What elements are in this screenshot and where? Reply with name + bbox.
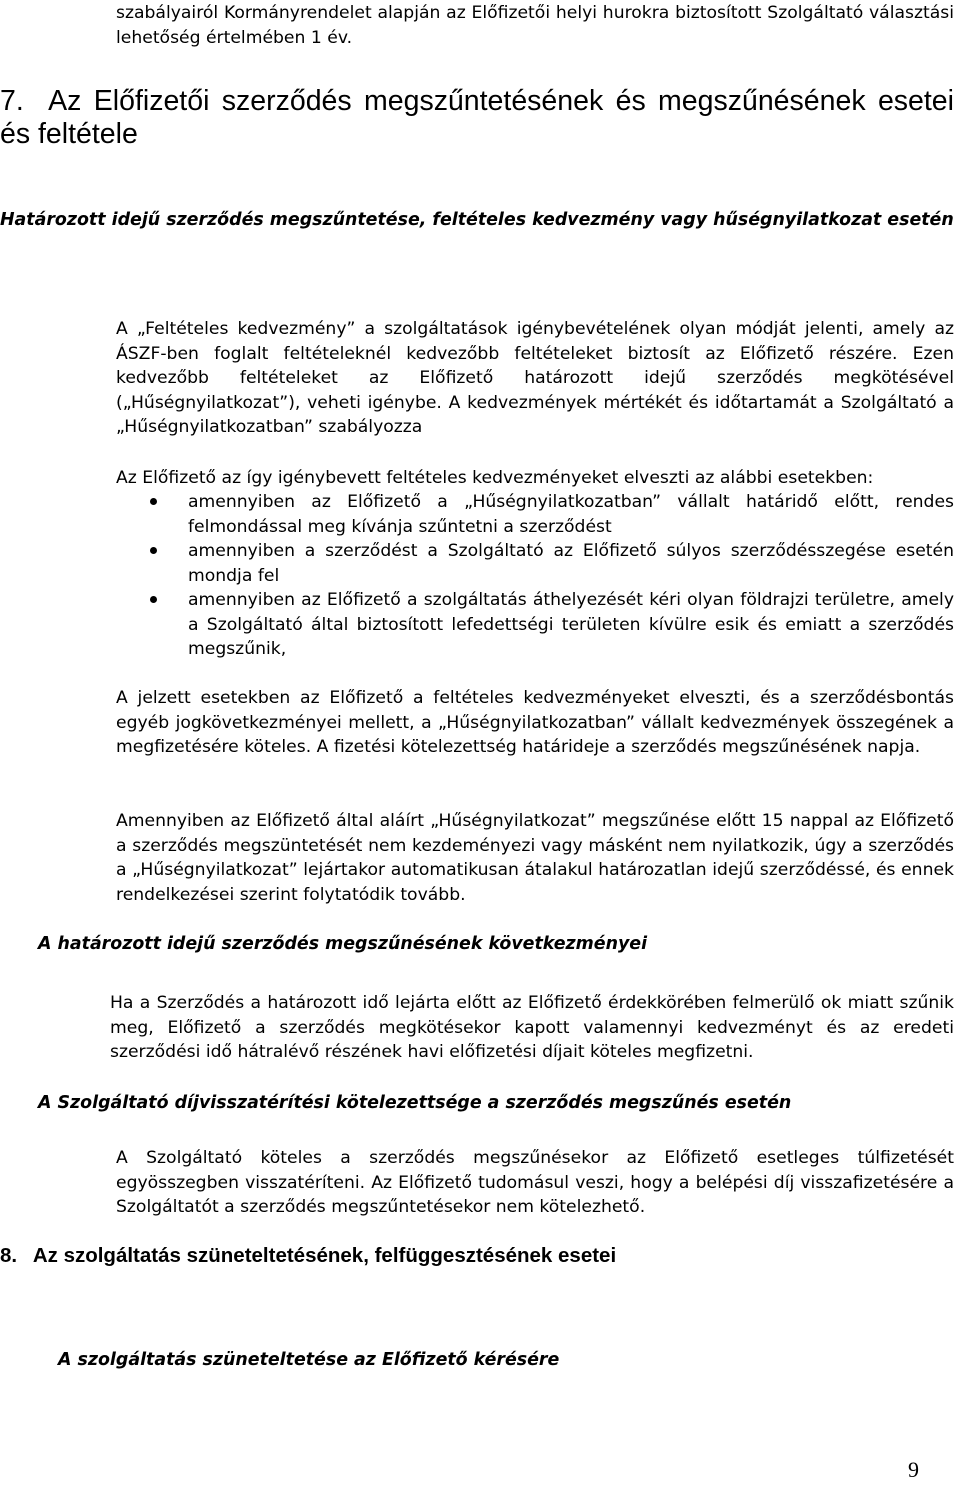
section-7-title: Az Előfizetői szerződés megszűntetésének és megszűnésének esetei és feltétele: [0, 85, 954, 150]
subheading-fixed-term: Határozott idejű szerződés megszűntetése, feltételes kedvezmény vagy hűségnyilatkozat esetén: [0, 210, 954, 230]
intro-paragraph: szabályairól Kormányrendelet alapján az Előfizetői helyi hurokra biztosított Szolgáltató választási lehetőség értelmében 1 év.: [116, 3, 954, 48]
consequences-paragraph: Ha a Szerződés a határozott idő lejárta előtt az Előfizető érdekkörében felmerülő ok miatt szűnik meg, Előfizető a szerződés megkötésekor kapott valamennyi kedvezményt és az eredeti szerződési idő hátralévő részének havi előfizetési díjait köteles megfizetni.: [110, 993, 954, 1062]
bullet-icon: [150, 498, 157, 505]
subheading-consequences: A határozott idejű szerződés megszűnésének következményei: [38, 934, 648, 954]
list-item-text: amennyiben a szerződést a Szolgáltató az Előfizető súlyos szerződésszegése esetén mondja fel: [188, 541, 954, 586]
list-item: [116, 539, 954, 588]
subheading-suspension: A szolgáltatás szüneteltetése az Előfizető kérésére: [58, 1350, 560, 1370]
list-item-text: amennyiben az Előfizető a szolgáltatás áthelyezését kéri olyan földrajzi területre, amely a Szolgáltató által biztosított lefedettségi területen kívülre esik és emiatt a szerződés megszűnik,: [188, 590, 954, 659]
bullet-icon: [150, 547, 157, 554]
auto-conversion-paragraph: Amennyiben az Előfizető által aláírt „Hűségnyilatkozat” megszűnése előtt 15 nappal az Előfizető a szerződés megszüntetését nem kezdeményezi vagy másként nem nyilatkozik, úgy a szerződés a „Hűségnyilatkozat” lejártakor automatikusan átalakul határozatlan idejű szerződéssé, és ennek rendelkezései szerint folytatódik tovább.: [116, 811, 954, 905]
section-7-number: 7.: [0, 85, 24, 117]
list-item: [116, 490, 954, 539]
feltételes-kedvezmény-paragraph: A „Feltételes kedvezmény” a szolgáltatások igénybevételének olyan módját jelenti, amely az ÁSZF-ben foglalt feltételeknél kedvezőbb feltételeket biztosít az Előfizető részére. Ezen kedvezőbb feltételeket az Előfizető határozott idejű szerződés megkötésével („Hűségnyilatkozat”), veheti igénybe. A kedvezmények mértékét és időtartamát a Szolgáltató a „Hűségnyilatkozatban” szabályozza: [116, 319, 954, 437]
section-8-heading: [0, 1243, 900, 1269]
refund-paragraph: A Szolgáltató köteles a szerződés megszűnésekor az Előfizető esetleges túlfizetését egyösszegben visszatéríteni. Az Előfizető tudomásul veszi, hogy a belépési díj visszafizetésére a Szolgáltatót a szerződés megszűntetésekor nem kötelezhető.: [116, 1148, 954, 1217]
loss-consequences-paragraph: A jelzett esetekben az Előfizető a feltételes kedvezményeket elveszti, és a szerződésbontás egyéb jogkövetkezményei mellett, a „Hűségnyilatkozatban” vállalt kedvezmények összegének a megfizetésére köteles. A fizetési kötelezettség határideje a szerződés megszűnésének napja.: [116, 688, 954, 757]
section-8-number: 8.: [0, 1244, 18, 1267]
section-7-heading: [0, 85, 954, 151]
page-number: 9: [908, 1457, 919, 1482]
loss-conditions-intro: Az Előfizető az így igénybevett feltételes kedvezményeket elveszti az alábbi esetekben:: [116, 468, 874, 488]
list-item-text: amennyiben az Előfizető a „Hűségnyilatkozatban” vállalt határidő előtt, rendes felmondással meg kívánja szűntetni a szerződést: [188, 492, 954, 537]
list-item: [116, 588, 954, 662]
section-8-title: Az szolgáltatás szüneteltetésének, felfüggesztésének esetei: [32, 1244, 617, 1267]
bullet-icon: [150, 596, 157, 603]
loss-conditions-list: [116, 490, 954, 662]
subheading-refund: A Szolgáltató díjvisszatérítési kötelezettsége a szerződés megszűnés esetén: [38, 1093, 792, 1113]
